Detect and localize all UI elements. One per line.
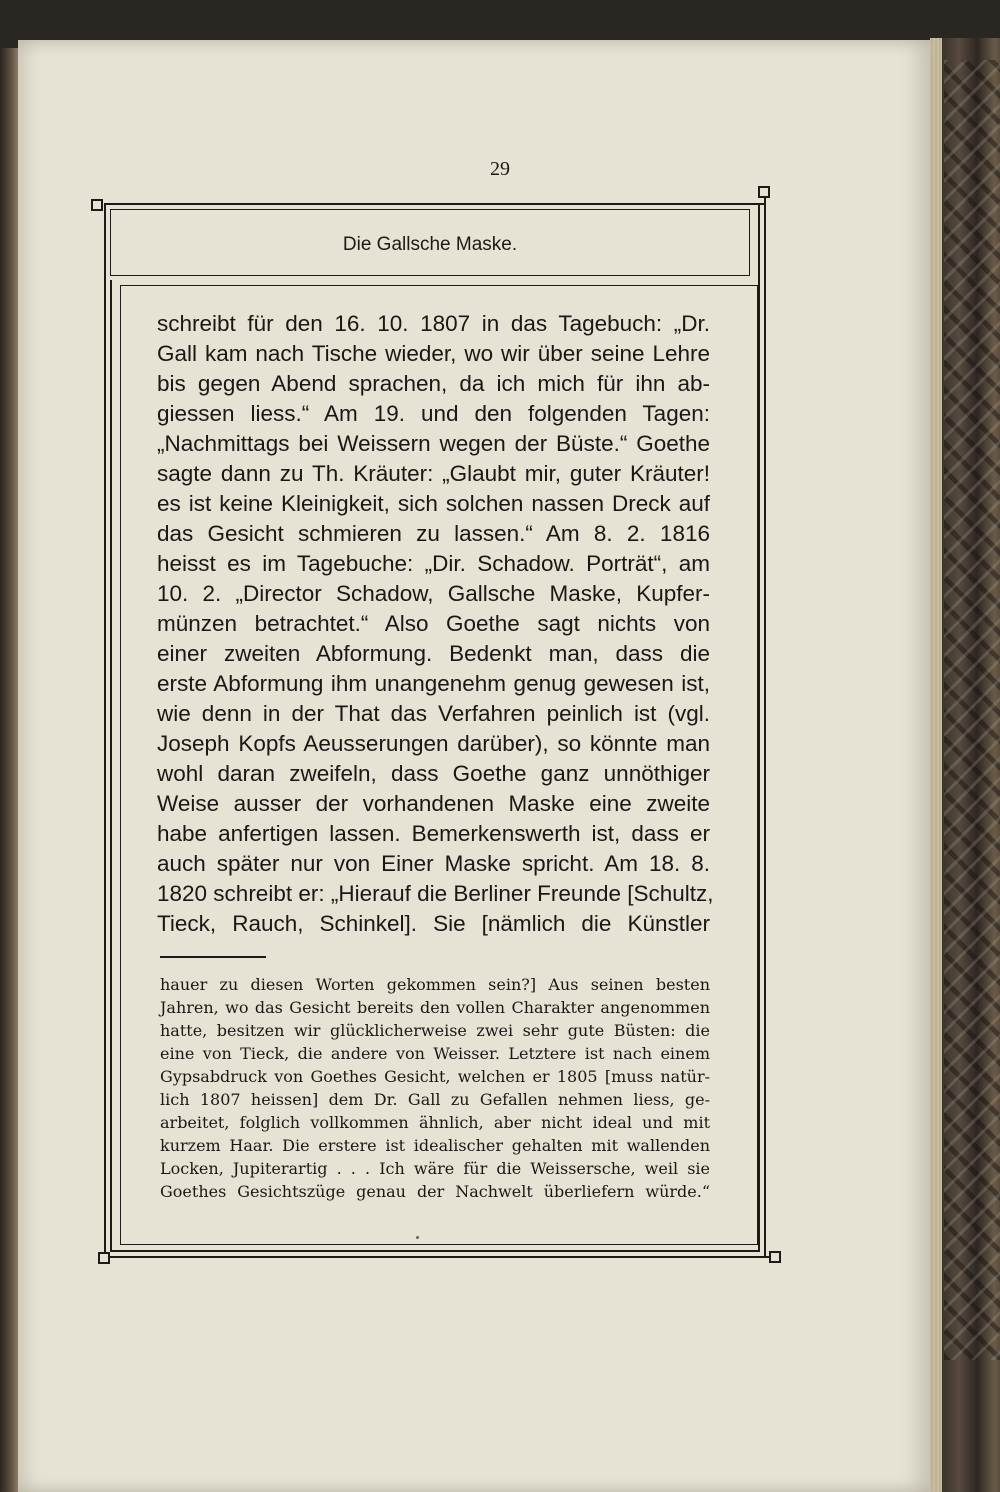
text-line: wohl daran zweifeln, dass Goethe ganz unnöthiger	[157, 761, 710, 786]
frame-bottom-rule	[104, 1256, 778, 1258]
footnote-line: lich 1807 heissen] dem Dr. Gall zu Gefallen nehmen liess, ge-	[160, 1090, 710, 1109]
text-line: erste Abformung ihm unangenehm genug gewesen ist,	[157, 671, 710, 696]
frame-corner-bottom-right	[769, 1251, 781, 1263]
frame-right-rule	[764, 197, 766, 1258]
footnote-separator	[160, 956, 266, 958]
text-line: heisst es im Tagebuche: „Dir. Schadow. Porträt“, am	[157, 551, 710, 576]
frame-inner-right-rule	[758, 205, 760, 1251]
page-number: 29	[490, 158, 510, 180]
text-line: bis gegen Abend sprachen, da ich mich für ihn ab-	[157, 371, 710, 396]
footnote-line: Goethes Gesichtszüge genau der Nachwelt überliefern würde.“	[160, 1182, 710, 1201]
running-header-title: Die Gallsche Maske.	[342, 234, 518, 255]
text-line: Gall kam nach Tische wieder, wo wir über seine Lehre	[157, 341, 710, 366]
footnote-line: hatte, besitzen wir glücklicherweise zwei sehr gute Büsten: die	[160, 1021, 710, 1040]
text-line: 1820 schreibt er: „Hierauf die Berliner Freunde [Schultz,	[157, 881, 714, 906]
book-spine-left	[0, 48, 18, 1492]
frame-corner-top-right	[758, 186, 770, 198]
text-line: Weise ausser der vorhandenen Maske eine zweite	[157, 791, 710, 816]
text-line: münzen betrachtet.“ Also Goethe sagt nichts von	[157, 611, 710, 636]
footnote-line: Gypsabdruck von Goethes Gesicht, welchen er 1805 [muss natür-	[160, 1067, 710, 1086]
text-line: das Gesicht schmieren zu lassen.“ Am 8. 2. 1816	[157, 521, 710, 546]
footnote-line: Locken, Jupiterartig . . . Ich wäre für die Weissersche, weil sie	[160, 1159, 710, 1178]
text-line: habe anfertigen lassen. Bemerkenswerth ist, dass er	[157, 821, 710, 846]
frame-corner-bottom-left	[98, 1252, 110, 1264]
ink-speck	[416, 1236, 419, 1239]
footnote-line: hauer zu diesen Worten gekommen sein?] Aus seinen besten	[160, 975, 710, 994]
text-line: Tieck, Rauch, Schinkel]. Sie [nämlich die Künstler	[157, 911, 710, 936]
footnote-line: arbeitet, folglich vollkommen ähnlich, aber nicht ideal und mit	[160, 1113, 710, 1132]
text-line: schreibt für den 16. 10. 1807 in das Tagebuch: „Dr.	[157, 311, 710, 336]
running-header-box	[110, 209, 750, 276]
text-line: Joseph Kopfs Aeusserungen darüber), so könnte man	[157, 731, 710, 756]
text-line: 10. 2. „Director Schadow, Gallsche Maske, Kupfer-	[157, 581, 710, 606]
text-line: einer zweiten Abformung. Bedenkt man, dass die	[157, 641, 710, 666]
text-line: wie denn in der That das Verfahren peinlich ist (vgl.	[157, 701, 710, 726]
footnote-line: eine von Tieck, die andere von Weisser. Letztere ist nach einem	[160, 1044, 710, 1063]
text-line: „Nachmittags bei Weissern wegen der Büste.“ Goethe	[157, 431, 710, 456]
text-line: sagte dann zu Th. Kräuter: „Glaubt mir, guter Kräuter!	[157, 461, 710, 486]
marbled-cover-pattern	[944, 60, 1000, 1360]
text-line: giessen liess.“ Am 19. und den folgenden Tagen:	[157, 401, 710, 426]
frame-inner-bottom-rule	[110, 1250, 760, 1252]
frame-corner-top-left	[91, 199, 103, 211]
frame-top-rule	[104, 203, 764, 205]
frame-inner-left-rule	[110, 280, 112, 1251]
frame-left-rule	[104, 203, 106, 1258]
text-line: auch später nur von Einer Maske spricht. Am 18. 8.	[157, 851, 710, 876]
text-line: es ist keine Kleinigkeit, sich solchen nassen Dreck auf	[157, 491, 710, 516]
footnote	[160, 973, 710, 1203]
footnote-line: Jahren, wo das Gesicht bereits den vollen Charakter angenommen	[160, 998, 710, 1017]
footnote-line: kurzem Haar. Die erstere ist idealischer gehalten mit wallenden	[160, 1136, 710, 1155]
main-text	[157, 309, 714, 939]
